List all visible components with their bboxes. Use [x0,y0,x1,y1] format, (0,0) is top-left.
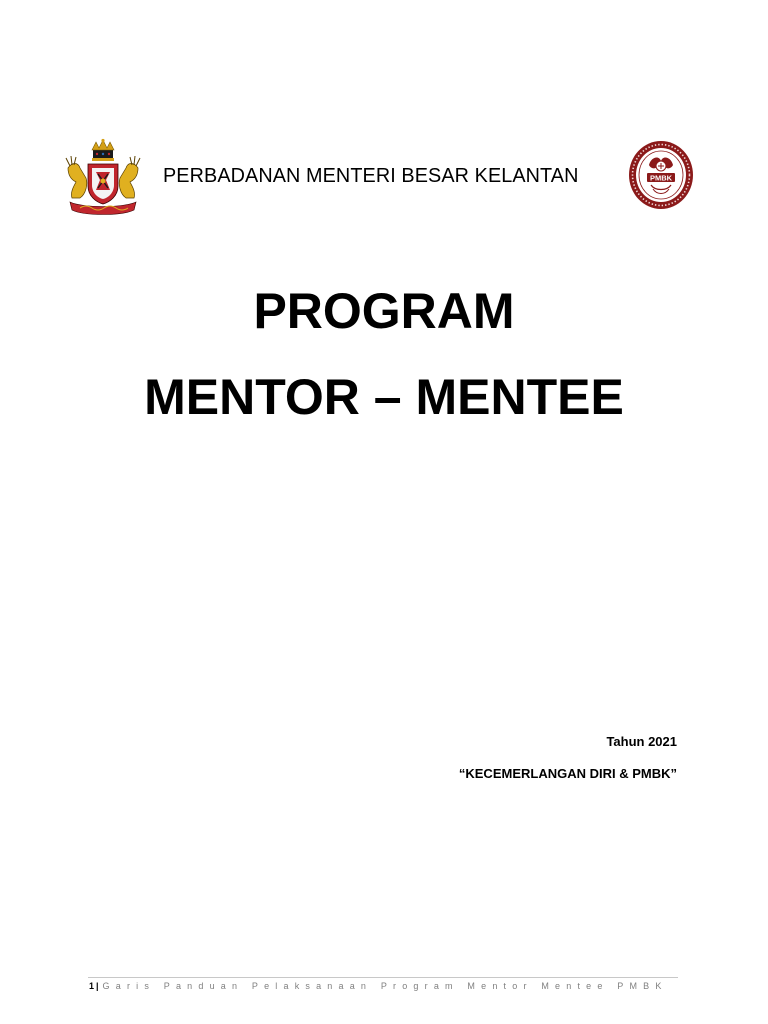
document-title-line-1: PROGRAM [253,283,515,339]
page-footer [89,981,668,991]
document-title-line-2: MENTOR – MENTEE [144,369,624,425]
footer-separator: | [96,981,99,991]
document-year: Tahun 2021 [606,734,677,749]
footer-divider [88,977,678,978]
organization-title: PERBADANAN MENTERI BESAR KELANTAN [163,165,579,187]
pmbk-seal-logo [627,139,695,211]
footer-text: Garis Panduan Pelaksanaan Program Mentor Mentee PMBK [102,981,668,991]
page-number: 1 [89,981,95,991]
document-motto: “KECEMERLANGAN DIRI & PMBK” [458,766,677,781]
pmbk-seal-text: PMBK [649,173,673,183]
state-crest-logo [62,138,144,218]
